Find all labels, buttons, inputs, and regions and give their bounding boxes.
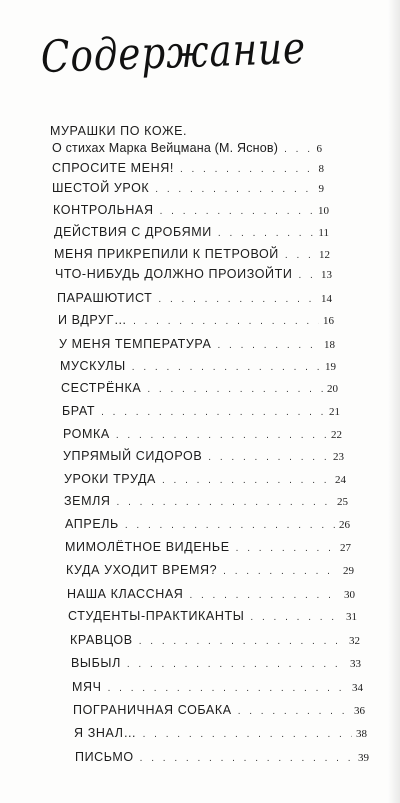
page-title: Содержание [40, 22, 307, 83]
toc-page-number: 14 [321, 293, 332, 305]
toc-entry-28[interactable] [74, 726, 367, 744]
toc-entry-title: У МЕНЯ ТЕМПЕРАТУРА [59, 337, 212, 351]
toc-page-number: 13 [321, 269, 332, 281]
toc-page-number: 38 [356, 728, 367, 740]
toc-entry-22[interactable] [67, 587, 355, 605]
dot-leader [140, 753, 354, 764]
toc-entry-title: КРАВЦОВ [70, 633, 133, 647]
toc-page-number: 33 [350, 658, 361, 670]
toc-entry-title: СПРОСИТЕ МЕНЯ! [52, 161, 174, 175]
toc-page-number: 21 [329, 406, 340, 418]
toc-entry-title: МИМОЛЁТНОЕ ВИДЕНЬЕ [65, 540, 230, 554]
dot-leader [223, 566, 339, 577]
toc-entry-13[interactable] [61, 381, 338, 399]
toc-page-number: 16 [323, 315, 334, 327]
dot-leader [218, 228, 315, 239]
dot-leader [238, 706, 350, 717]
dot-leader [298, 270, 317, 281]
toc-entry-23[interactable] [68, 609, 357, 627]
dot-leader [117, 497, 333, 508]
toc-page-number: 26 [339, 519, 350, 531]
toc-entry-21[interactable] [66, 563, 354, 581]
toc-entry-title: УРОКИ ТРУДА [64, 472, 156, 486]
dot-leader [217, 340, 320, 351]
toc-entry-27[interactable] [73, 703, 365, 721]
toc-page-number: 36 [354, 705, 365, 717]
toc-entry-title: ПОГРАНИЧНАЯ СОБАКА [73, 703, 232, 717]
toc-entry-15[interactable] [63, 427, 342, 445]
toc-entry-8[interactable] [55, 267, 332, 285]
toc-page-number: 9 [318, 183, 324, 195]
toc-entry-18[interactable] [64, 494, 348, 512]
toc-page-number: 20 [327, 383, 338, 395]
toc-page-number: 24 [335, 474, 346, 486]
dot-leader [139, 636, 345, 647]
toc-entry-title: О стихах Марка Вейцмана (М. Яснов) [52, 141, 279, 155]
toc-page-number: 10 [318, 205, 329, 217]
toc-entry-26[interactable] [72, 680, 363, 698]
toc-entry-title: БРАТ [62, 404, 96, 418]
toc-entry-title: МУСКУЛЫ [60, 359, 126, 373]
toc-entry-title: КУДА УХОДИТ ВРЕМЯ? [66, 563, 218, 577]
toc-entry-title: ДЕЙСТВИЯ С ДРОБЯМИ [54, 225, 212, 239]
toc-entry-7[interactable] [54, 247, 330, 265]
toc-entry-title: ШЕСТОЙ УРОК [52, 181, 150, 195]
dot-leader [132, 362, 321, 373]
toc-entry-6[interactable] [54, 225, 329, 243]
toc-page-number: 30 [344, 589, 355, 601]
toc-page-number: 25 [337, 496, 348, 508]
toc-entry-title: И ВДРУГ… [58, 313, 128, 327]
toc-entry-title: ЧТО-НИБУДЬ ДОЛЖНО ПРОИЗОЙТИ [55, 267, 293, 281]
toc-page-number: 29 [343, 565, 354, 577]
dot-leader [158, 294, 317, 305]
toc-entry-9[interactable] [57, 291, 332, 309]
toc-entry-title: Я ЗНАЛ… [74, 726, 137, 740]
toc-entry-10[interactable] [58, 313, 334, 331]
dot-leader [250, 612, 342, 623]
toc-entry-20[interactable] [65, 540, 351, 558]
toc-entry-11[interactable] [59, 337, 335, 355]
toc-entry-3[interactable] [52, 161, 324, 179]
dot-leader [208, 452, 329, 463]
dot-leader [180, 164, 315, 175]
dot-leader [284, 144, 312, 155]
toc-page-number: 8 [318, 163, 324, 175]
toc-entry-25[interactable] [71, 656, 361, 674]
toc-page-number: 27 [340, 542, 351, 554]
dot-leader [116, 430, 327, 441]
toc-page-number: 34 [352, 682, 363, 694]
toc-entry-title: КОНТРОЛЬНАЯ [53, 203, 154, 217]
toc-entry-title: НАША КЛАССНАЯ [67, 587, 184, 601]
toc-entry-title: ПИСЬМО [75, 750, 134, 764]
toc-entry-title: МЕНЯ ПРИКРЕПИЛИ К ПЕТРОВОЙ [54, 247, 279, 261]
toc-page-number: 11 [318, 227, 329, 239]
dot-leader [143, 729, 352, 740]
dot-leader [108, 683, 348, 694]
toc-entry-title: СТУДЕНТЫ-ПРАКТИКАНТЫ [68, 609, 245, 623]
toc-page-number: 39 [358, 752, 369, 764]
toc-entry-5[interactable] [53, 203, 329, 221]
toc-entry-29[interactable] [75, 750, 369, 768]
toc-page-number: 6 [316, 143, 322, 155]
toc-page-number: 31 [346, 611, 357, 623]
toc-entry-title: УПРЯМЫЙ СИДОРОВ [63, 449, 203, 463]
dot-leader [162, 475, 331, 486]
toc-entry-17[interactable] [64, 472, 346, 490]
toc-entry-16[interactable] [63, 449, 344, 467]
toc-page-number: 32 [349, 635, 360, 647]
toc-entry-4[interactable] [52, 181, 324, 199]
dot-leader [160, 206, 314, 217]
dot-leader [155, 184, 314, 195]
toc-page-number: 12 [319, 249, 330, 261]
toc-entry-title: ПАРАШЮТИСТ [57, 291, 153, 305]
toc-entry-title: ВЫБЫЛ [71, 656, 121, 670]
dot-leader [125, 520, 335, 531]
toc-entry-1[interactable] [50, 124, 330, 142]
toc-entry-title: РОМКА [63, 427, 110, 441]
toc-entry-14[interactable] [62, 404, 340, 422]
toc-entry-title: МУРАШКИ ПО КОЖЕ. [50, 124, 188, 138]
toc-entry-title: МЯЧ [72, 680, 102, 694]
dot-leader [101, 407, 325, 418]
toc-entry-title: ЗЕМЛЯ [64, 494, 111, 508]
toc-page-number: 22 [331, 429, 342, 441]
toc-entry-12[interactable] [60, 359, 336, 377]
dot-leader [127, 659, 346, 670]
dot-leader [189, 590, 340, 601]
toc-page-number: 19 [325, 361, 336, 373]
dot-leader [133, 316, 319, 327]
dot-leader [236, 543, 336, 554]
dot-leader [285, 250, 315, 261]
dot-leader [147, 384, 323, 395]
toc-entry-19[interactable] [65, 517, 350, 535]
toc-entry-2[interactable] [52, 141, 322, 159]
toc-page-number: 18 [324, 339, 335, 351]
toc-page-number: 23 [333, 451, 344, 463]
toc-entry-title: АПРЕЛЬ [65, 517, 119, 531]
toc-entry-title: СЕСТРЁНКА [61, 381, 142, 395]
toc-entry-24[interactable] [70, 633, 360, 651]
